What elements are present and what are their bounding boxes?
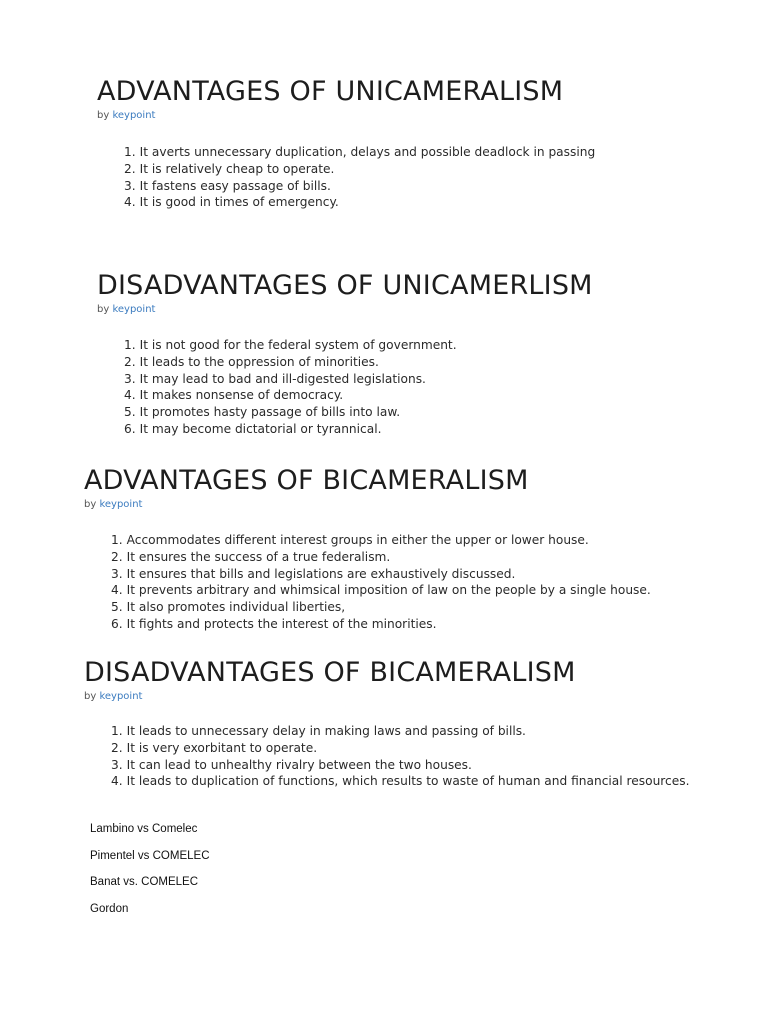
list-item: 1. Accommodates different interest groups in either the upper or lower house. (111, 533, 589, 547)
numbered-list (84, 723, 689, 790)
section-title: DISADVANTAGES OF BICAMERALISM (84, 657, 576, 688)
list-item: 3. It can lead to unhealthy rivalry between the two houses. (111, 757, 472, 772)
list-item: 2. It is relatively cheap to operate. (124, 161, 335, 176)
list-item: 1. It leads to unnecessary delay in making laws and passing of bills. (111, 724, 526, 738)
list-item: 4. It leads to duplication of functions, which results to waste of human and financial resources. (111, 774, 690, 789)
author-link[interactable]: keypoint (99, 499, 143, 510)
author-link[interactable]: keypoint (112, 110, 156, 121)
byline-prefix: by (84, 499, 97, 510)
list-item: 4. It prevents arbitrary and whimsical imposition of law on the people by a single house. (111, 583, 651, 598)
section-title: ADVANTAGES OF UNICAMERALISM (97, 76, 564, 107)
byline-prefix: by (97, 304, 110, 315)
list-item: 6. It may become dictatorial or tyrannical. (124, 421, 382, 436)
list-item: 6. It fights and protects the interest of the minorities. (111, 616, 437, 631)
list-item: 2. It leads to the oppression of minorities. (124, 354, 379, 369)
section-disadvantages-bicameralism (84, 657, 689, 790)
list-item: 4. It is good in times of emergency. (124, 195, 339, 210)
byline-prefix: by (97, 110, 110, 121)
list-item: 5. It promotes hasty passage of bills into law. (124, 405, 401, 420)
list-item: 1. It is not good for the federal system of government. (124, 338, 457, 352)
case-list (90, 822, 210, 928)
list-item: 2. It ensures the success of a true federalism. (111, 549, 391, 564)
byline (97, 109, 595, 123)
numbered-list (84, 532, 651, 633)
numbered-list (97, 144, 595, 211)
byline-prefix: by (84, 691, 97, 702)
case-item: Gordon (90, 902, 129, 915)
section-title: DISADVANTAGES OF UNICAMERLISM (97, 270, 593, 301)
byline (84, 498, 651, 512)
author-link[interactable]: keypoint (99, 691, 143, 702)
byline (97, 303, 593, 317)
numbered-list (97, 337, 593, 438)
section-advantages-bicameralism (84, 465, 651, 633)
section-advantages-unicameralism (97, 76, 595, 211)
case-item: Banat vs. COMELEC (90, 876, 199, 888)
case-item: Pimentel vs COMELEC (90, 849, 210, 862)
author-link[interactable]: keypoint (112, 304, 156, 315)
byline (84, 690, 689, 704)
list-item: 2. It is very exorbitant to operate. (111, 740, 318, 755)
list-item: 1. It averts unnecessary duplication, delays and possible deadlock in passing (124, 145, 596, 159)
section-disadvantages-unicameralism (97, 270, 593, 438)
section-title: ADVANTAGES OF BICAMERALISM (84, 465, 529, 496)
list-item: 4. It makes nonsense of democracy. (124, 388, 344, 403)
case-item: Lambino vs Comelec (90, 823, 198, 835)
list-item: 3. It ensures that bills and legislations are exhaustively discussed. (111, 566, 516, 581)
list-item: 3. It may lead to bad and ill-digested legislations. (124, 371, 426, 386)
list-item: 3. It fastens easy passage of bills. (124, 178, 331, 193)
list-item: 5. It also promotes individual liberties, (111, 600, 346, 615)
